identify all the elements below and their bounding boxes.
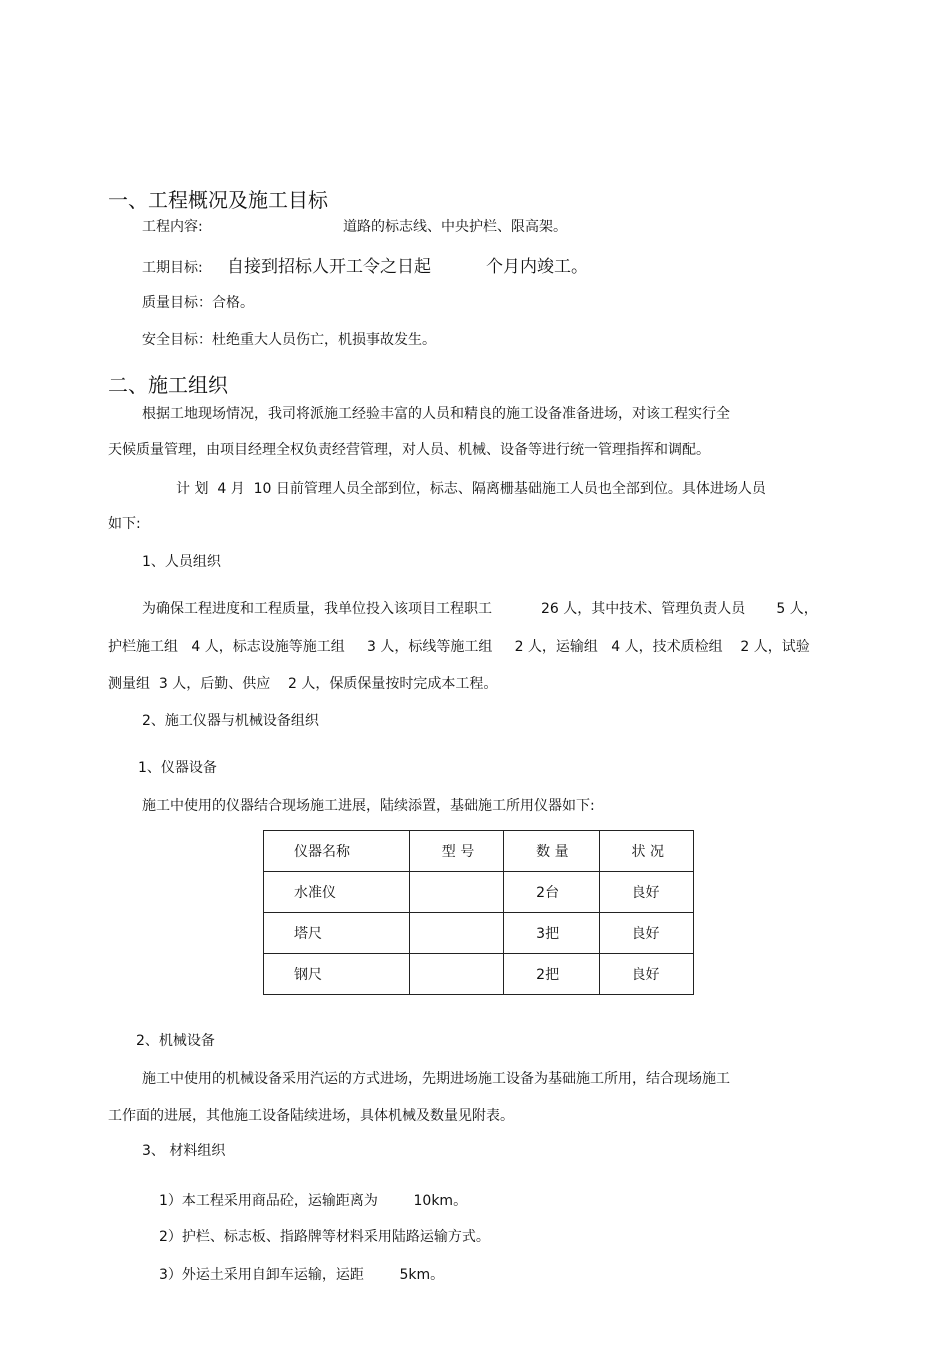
paragraph1-line2: 天候质量管理，由项目经理全权负责经营管理，对人员、机械、设备等进行统一管理指挥和调配。 [108,442,710,458]
equipment-heading: 2、施工仪器与机械设备组织 [142,713,319,729]
table-cell [409,913,503,954]
machine-line1: 施工中使用的机械设备采用汽运的方式进场，先期进场施工设备为基础施工所用，结合现场施工 [142,1071,730,1087]
safety-target: 安全目标：杜绝重大人员伤亡，机损事故发生。 [142,332,436,348]
paragraph2-line1: 计 划 4 月 10 日前管理人员全部到位，标志、隔离栅基础施工人员也全部到位。具体进场人员 [176,481,766,497]
paragraph1-line1: 根据工地现场情况，我司将派施工经验丰富的人员和精良的施工设备准备进场，对该工程实行全 [142,406,730,422]
table-cell: 良好 [599,954,693,995]
table-row [264,954,694,995]
table-cell: 良好 [599,913,693,954]
paragraph2-line2: 如下: [108,516,141,532]
content-label: 工程内容: [142,219,203,235]
table-cell: 良好 [599,872,693,913]
table-header-cell: 型 号 [409,831,503,872]
section1-heading: 一、工程概况及施工目标 [108,188,328,212]
machine-heading: 2、机械设备 [136,1033,215,1049]
table-header-cell: 数 量 [504,831,599,872]
table-cell: 水准仪 [264,872,410,913]
machine-line2: 工作面的进展，其他施工设备陆续进场，具体机械及数量见附表。 [108,1108,514,1124]
table-header-cell: 仪器名称 [264,831,410,872]
material-item-1: 1）本工程采用商品砼，运输距离为 10km。 [159,1193,468,1209]
material-item-2: 2）护栏、标志板、指路牌等材料采用陆路运输方式。 [159,1229,490,1245]
table-row [264,872,694,913]
content-value: 道路的标志线、中央护栏、限高架。 [343,219,567,235]
table-cell: 塔尺 [264,913,410,954]
period-value-start: 自接到招标人开工令之日起 [227,257,431,277]
table-cell [409,954,503,995]
table-cell: 钢尺 [264,954,410,995]
table-cell: 3把 [504,913,599,954]
period-label: 工期目标: [142,260,203,276]
quality-target: 质量目标：合格。 [142,295,254,311]
table-cell [409,872,503,913]
table-row [264,913,694,954]
table-cell: 2台 [504,872,599,913]
table-header-cell: 状 况 [599,831,693,872]
personnel-line3: 测量组 3 人，后勤、供应 2 人，保质保量按时完成本工程。 [108,676,498,692]
instrument-heading: 1、仪器设备 [138,760,217,776]
material-heading: 3、 材料组织 [142,1143,226,1159]
table-header-row [264,831,694,872]
period-value-end: 个月内竣工。 [486,257,588,277]
personnel-line2: 护栏施工组 4 人，标志设施等施工组 3 人，标线等施工组 2 人，运输组 4 人，技术质检组 2 人，试验 [108,639,810,655]
instrument-intro: 施工中使用的仪器结合现场施工进展，陆续添置，基础施工所用仪器如下: [142,798,595,814]
instrument-table [263,830,694,995]
personnel-line1: 为确保工程进度和工程质量，我单位投入该项目工程职工 26 人，其中技术、管理负责人员 5 人， [142,601,818,617]
table-cell: 2把 [504,954,599,995]
personnel-heading: 1、人员组织 [142,554,221,570]
material-item-3: 3）外运土采用自卸车运输，运距 5km。 [159,1267,445,1283]
section2-heading: 二、施工组织 [108,373,228,397]
